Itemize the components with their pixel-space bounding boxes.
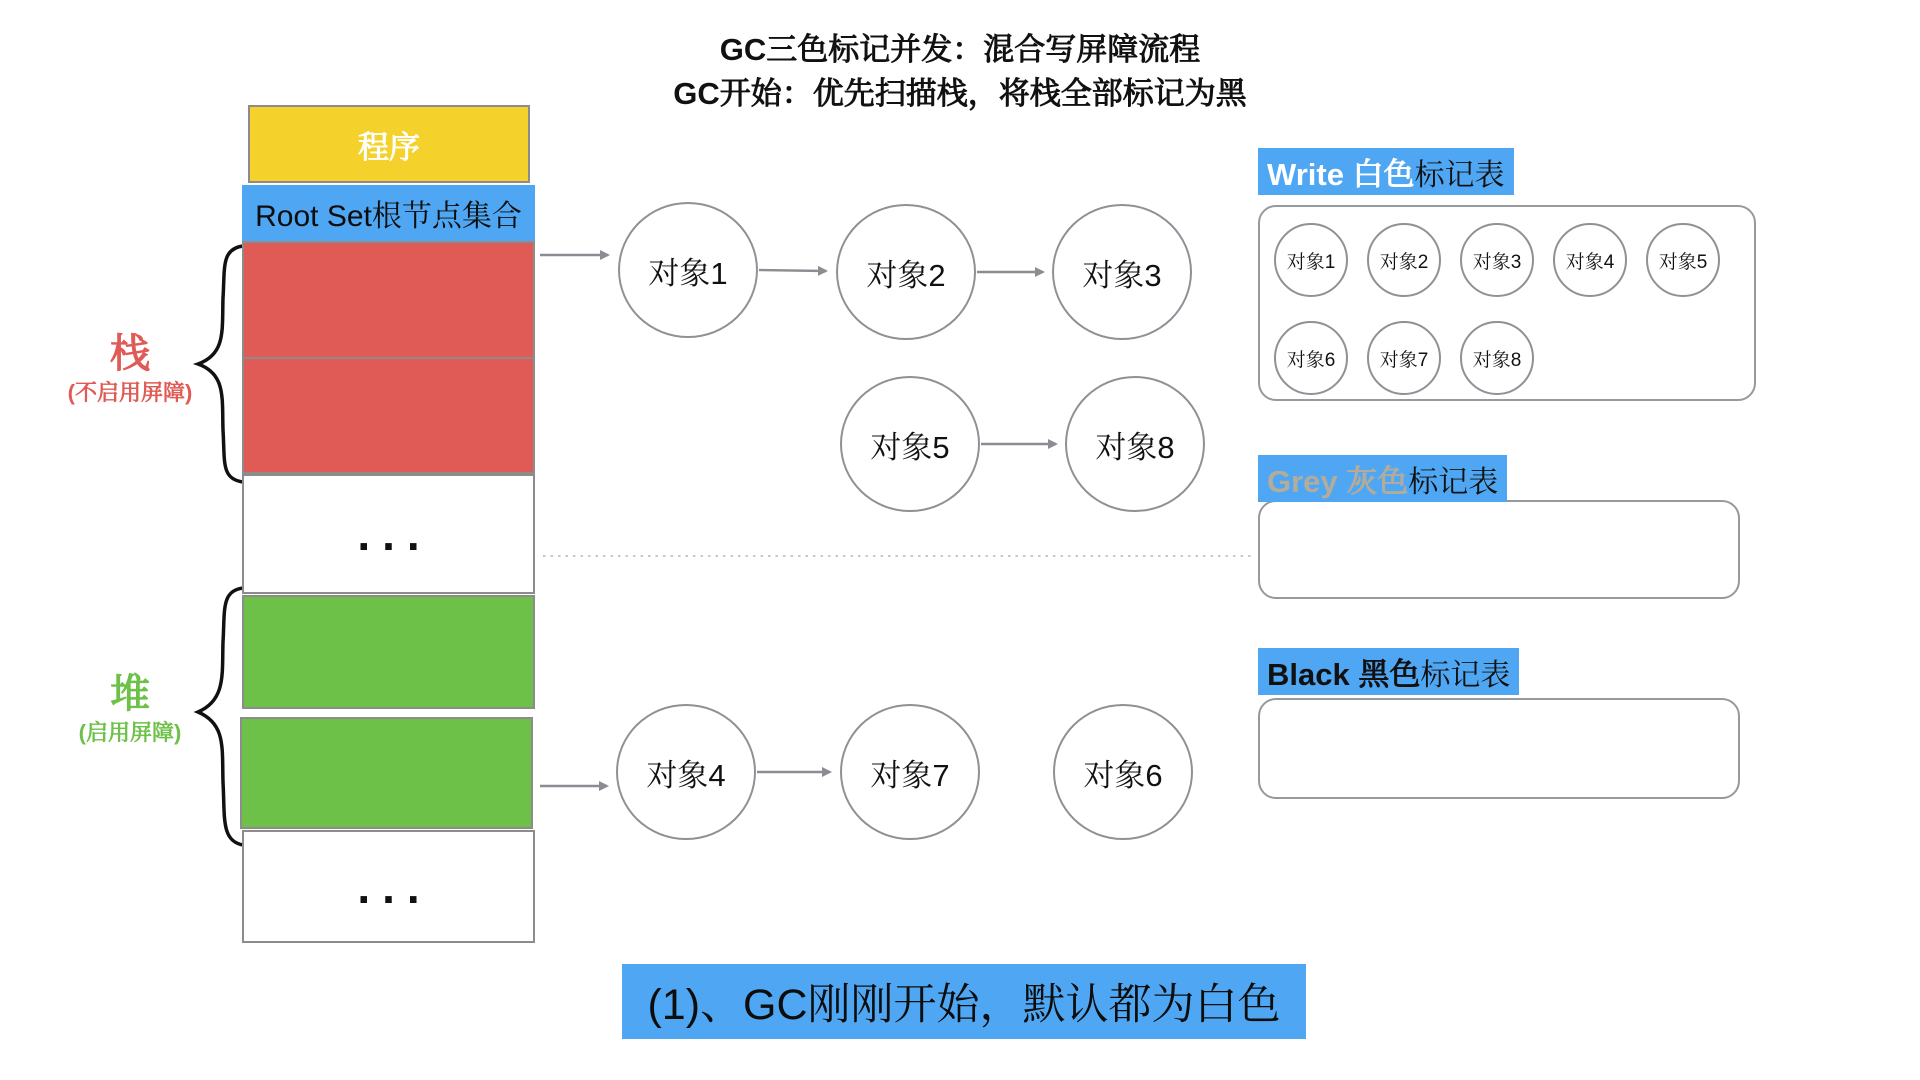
white-table-header <box>1258 148 1514 195</box>
stack-barrier-note: (不启用屏障) <box>67 380 193 405</box>
graph-node-obj7: 对象7 <box>840 704 980 840</box>
mark-table-object: 对象2 <box>1367 223 1441 297</box>
grey-table-header <box>1258 455 1507 502</box>
heap-label: 堆 <box>110 672 150 716</box>
mark-table-object: 对象8 <box>1460 321 1534 395</box>
black-table-title-highlight: Black 黑色 <box>1267 657 1421 692</box>
white-mark-table <box>1258 205 1756 401</box>
mark-table-object: 对象5 <box>1646 223 1720 297</box>
white-table-title-highlight: Write 白色 <box>1267 157 1415 192</box>
grey-table-title-suffix: 标记表 <box>1408 465 1499 499</box>
mark-table-object: 对象7 <box>1367 321 1441 395</box>
graph-node-obj1: 对象1 <box>618 202 758 338</box>
page-title: GC三色标记并发：混合写屏障流程 <box>719 32 1201 67</box>
page-subtitle: GC开始：优先扫描栈，将栈全部标记为黑 <box>673 76 1247 111</box>
grey-table-title-highlight: Grey 灰色 <box>1267 464 1409 499</box>
stack-label: 栈 <box>110 332 150 376</box>
heap-ellipsis-block: ... <box>242 830 535 943</box>
stack-slot-2 <box>242 357 535 474</box>
step-caption: (1)、GC刚刚开始，默认都为白色 <box>622 964 1306 1039</box>
graph-node-obj3: 对象3 <box>1052 204 1192 340</box>
graph-node-obj8: 对象8 <box>1065 376 1205 512</box>
mark-table-object: 对象6 <box>1274 321 1348 395</box>
graph-node-obj5: 对象5 <box>840 376 980 512</box>
root-set-block: Root Set根节点集合 <box>242 185 535 241</box>
heap-slot-1 <box>242 595 535 709</box>
heap-barrier-note: (启用屏障) <box>78 720 182 745</box>
arrow-obj1-to-obj2 <box>759 270 826 271</box>
mark-table-object: 对象1 <box>1274 223 1348 297</box>
stack-ellipsis-block: ... <box>242 474 535 594</box>
black-table-header <box>1258 648 1519 695</box>
graph-node-obj2: 对象2 <box>836 204 976 340</box>
graph-node-obj4: 对象4 <box>616 704 756 840</box>
graph-node-obj6: 对象6 <box>1053 704 1193 840</box>
heap-slot-2 <box>240 717 533 829</box>
stack-slot-1 <box>242 241 535 359</box>
program-block: 程序 <box>248 105 530 183</box>
mark-table-object: 对象3 <box>1460 223 1534 297</box>
mark-table-object: 对象4 <box>1553 223 1627 297</box>
white-table-title-suffix: 标记表 <box>1414 158 1505 192</box>
grey-mark-table <box>1258 500 1740 599</box>
black-mark-table <box>1258 698 1740 799</box>
black-table-title-suffix: 标记表 <box>1420 658 1511 692</box>
